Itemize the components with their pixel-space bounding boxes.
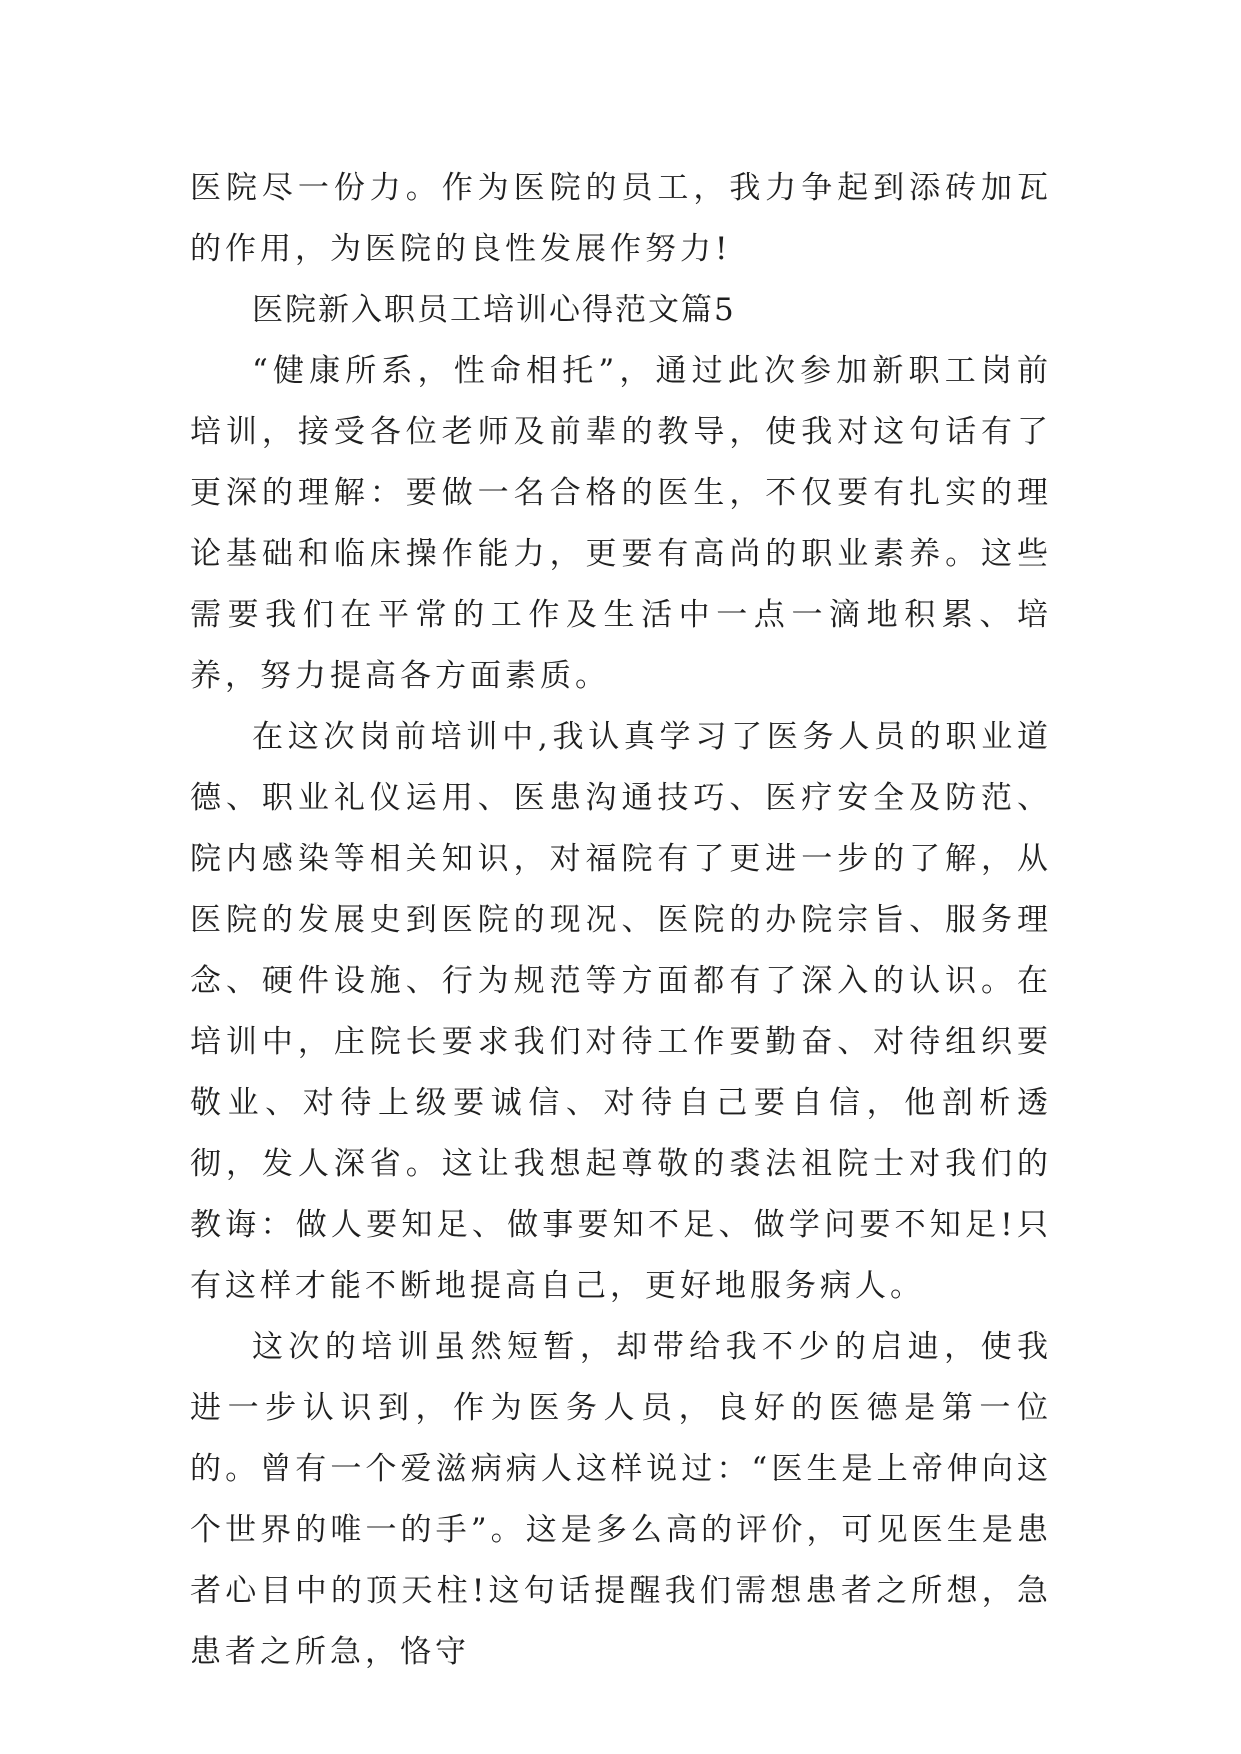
paragraph: 在这次岗前培训中,我认真学习了医务人员的职业道德、职业礼仪运用、医患沟通技巧、医疗安全及防范、院内感染等相关知识，对福院有了更进一步的了解，从医院的发展史到医院的现况、医院的办院宗旨、服务理念、硬件设施、行为规范等方面都有了深入的认识。在培训中，庄院长要求我们对待工作要勤奋、对待组织要敬业、对待上级要诚信、对待自己要自信，他剖析透彻，发人深省。这让我想起尊敬的裘法祖院士对我们的教诲：做人要知足、做事要知不足、做学问要不知足!只有这样才能不断地提高自己，更好地服务病人。 [190, 719, 1052, 1304]
document-body [190, 158, 1052, 1683]
paragraph: 这次的培训虽然短暂，却带给我不少的启迪，使我进一步认识到，作为医务人员，良好的医德是第一位的。曾有一个爱滋病病人这样说过：“医生是上帝伸向这个世界的唯一的手”。这是多么高的评价，可见医生是患者心目中的顶天柱!这句话提醒我们需想患者之所想，急患者之所急，恪守 [190, 1329, 1052, 1670]
paragraph-continued: 医院尽一份力。作为医院的员工，我力争起到添砖加瓦的作用，为医院的良性发展作努力! [190, 170, 1052, 267]
paragraph: “健康所系，性命相托”，通过此次参加新职工岗前培训，接受各位老师及前辈的教导，使我对这句话有了更深的理解：要做一名合格的医生，不仅要有扎实的理论基础和临床操作能力，更要有高尚的职业素养。这些需要我们在平常的工作及生活中一点一滴地积累、培养，努力提高各方面素质。 [190, 353, 1052, 694]
section-heading: 医院新入职员工培训心得范文篇5 [252, 292, 736, 328]
